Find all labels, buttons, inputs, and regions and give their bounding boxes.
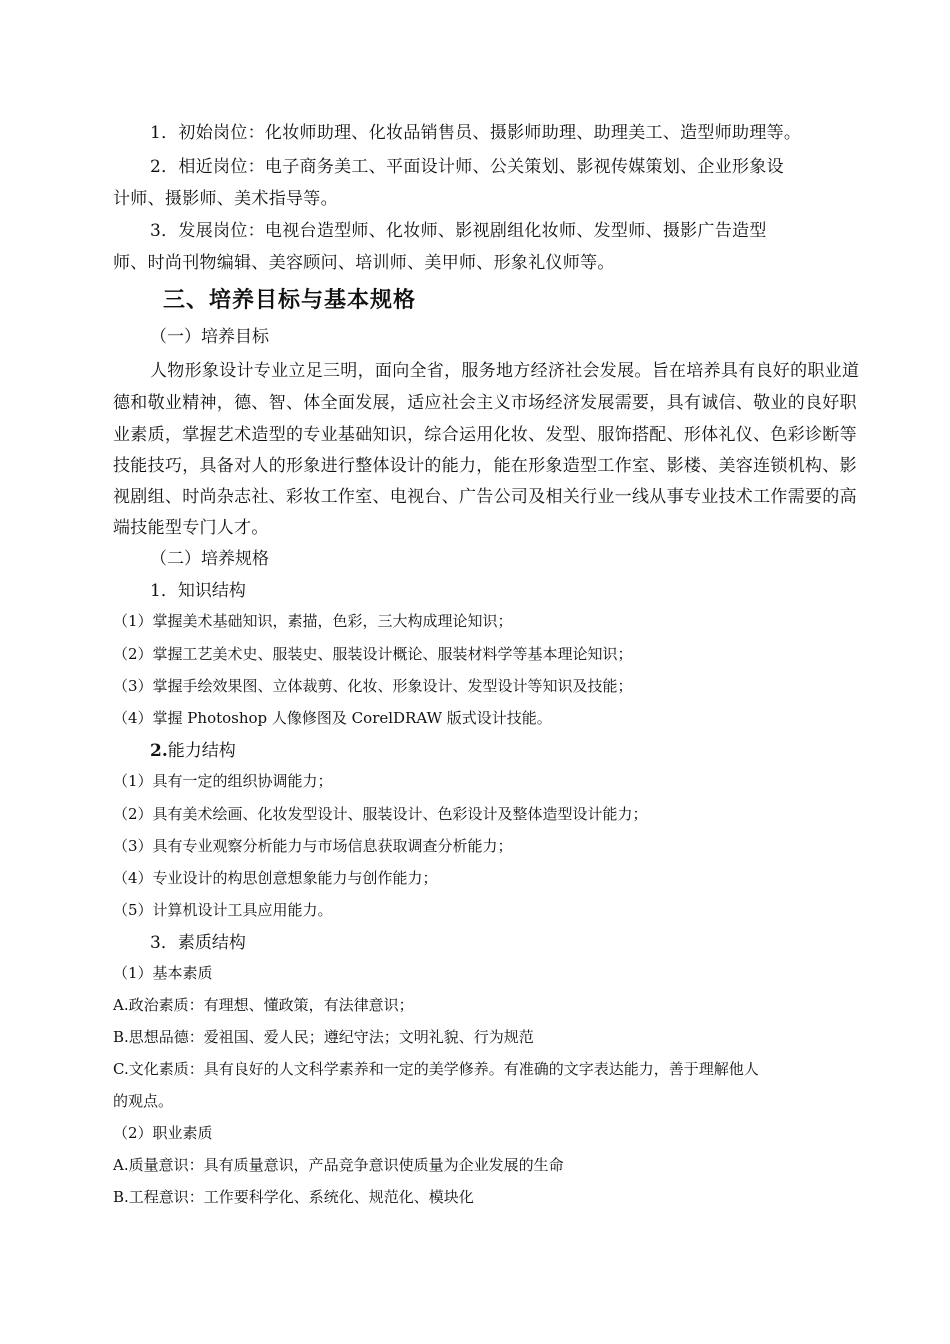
knowledge-item: （2）掌握工艺美术史、服装史、服装设计概论、服装材料学等基本理论知识； — [113, 645, 633, 663]
knowledge-item: （4）掌握 Photoshop 人像修图及 CorelDRAW 版式设计技能。 — [113, 709, 552, 727]
basic-quality-item: 的观点。 — [113, 1092, 174, 1110]
professional-quality-heading: （2）职业素质 — [113, 1124, 213, 1142]
basic-quality-item: A.政治素质：有理想、懂政策，有法律意识； — [113, 996, 414, 1014]
knowledge-item: （3）掌握手绘效果图、立体裁剪、化妆、形象设计、发型设计等知识及技能； — [113, 677, 633, 695]
goal-line: 端技能型专门人才。 — [113, 518, 269, 538]
goal-line: 德和敬业精神，德、智、体全面发展，适应社会主义市场经济发展需要，具有诚信、敬业的良好职 — [113, 393, 857, 413]
ability-heading-number: 2. — [150, 741, 168, 761]
spec-heading: （二）培养规格 — [150, 549, 269, 569]
ability-heading-text: 能力结构 — [167, 741, 236, 761]
basic-quality-item: B.思想品德：爱祖国、爱人民；遵纪守法；文明礼貌、行为规范 — [113, 1028, 534, 1046]
basic-quality-heading: （1）基本素质 — [113, 964, 213, 982]
basic-quality-item: C.文化素质：具有良好的人文科学素养和一定的美学修养。有准确的文字表达能力，善于理解他人 — [113, 1060, 759, 1078]
goal-line: 人物形象设计专业立足三明，面向全省，服务地方经济社会发展。旨在培养具有良好的职业道 — [150, 361, 860, 381]
quality-heading: 3．素质结构 — [150, 933, 246, 953]
ability-item: （4）专业设计的构思创意想象能力与创作能力； — [113, 869, 438, 887]
professional-quality-item: B.工程意识：工作要科学化、系统化、规范化、模块化 — [113, 1188, 474, 1206]
knowledge-item: （1）掌握美术基础知识，素描，色彩，三大构成理论知识； — [113, 612, 513, 630]
ability-item: （2）具有美术绘画、化妆发型设计、服装设计、色彩设计及整体造型设计能力； — [113, 805, 648, 823]
ability-item: （5）计算机设计工具应用能力。 — [113, 901, 333, 919]
goal-line: 视剧组、时尚杂志社、彩妆工作室、电视台、广告公司及相关行业一线从事专业技术工作需要的高 — [113, 487, 857, 507]
ability-item: （3）具有专业观察分析能力与市场信息获取调查分析能力； — [113, 837, 513, 855]
knowledge-heading: 1．知识结构 — [150, 581, 246, 601]
section-title: 三、培养目标与基本规格 — [163, 288, 417, 313]
ability-heading — [150, 736, 236, 761]
post-develop-line1: 3．发展岗位：电视台造型师、化妆师、影视剧组化妆师、发型师、摄影广告造型 — [150, 221, 767, 241]
goal-line: 技能技巧，具备对人的形象进行整体设计的能力，能在形象造型工作室、影楼、美容连锁机构、影 — [113, 456, 857, 476]
goal-line: 业素质，掌握艺术造型的专业基础知识，综合运用化妆、发型、服饰搭配、形体礼仪、色彩诊断等 — [113, 425, 857, 445]
goal-heading: （一）培养目标 — [150, 327, 269, 347]
post-develop-line2: 师、时尚刊物编辑、美容顾问、培训师、美甲师、形象礼仪师等。 — [113, 253, 615, 273]
post-initial: 1．初始岗位：化妆师助理、化妆品销售员、摄影师助理、助理美工、造型师助理等。 — [150, 123, 802, 143]
post-related-line2: 计师、摄影师、美术指导等。 — [113, 189, 338, 209]
post-related-line1: 2．相近岗位：电子商务美工、平面设计师、公关策划、影视传媒策划、企业形象设 — [150, 157, 784, 177]
professional-quality-item: A.质量意识：具有质量意识，产品竞争意识使质量为企业发展的生命 — [113, 1156, 564, 1174]
ability-item: （1）具有一定的组织协调能力； — [113, 772, 333, 790]
